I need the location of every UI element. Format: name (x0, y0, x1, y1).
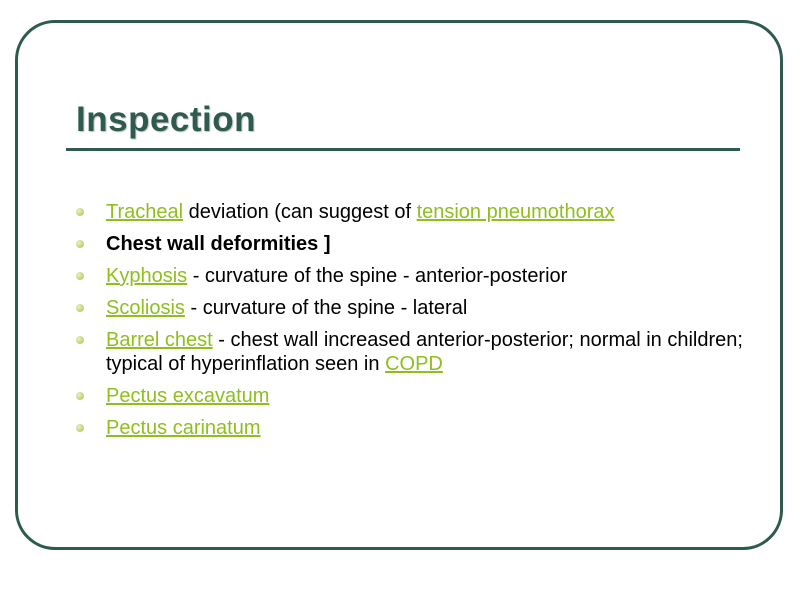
link-barrel-chest[interactable]: Barrel chest (106, 329, 213, 351)
link-kyphosis[interactable]: Kyphosis (106, 265, 188, 287)
bullet-text: - chest wall increased anterior-posterior; normal in children; typical of hyperinflation seen in (106, 329, 743, 375)
bullet-scoliosis (76, 296, 756, 320)
bullet-list (76, 200, 756, 448)
bullet-text: Chest wall deformities ] (106, 233, 331, 255)
green-dot-icon (76, 208, 84, 216)
link-pectus-excavatum[interactable]: Pectus excavatum (106, 385, 270, 407)
green-dot-icon (76, 304, 84, 312)
bullet-tracheal-deviation (76, 200, 756, 224)
green-dot-icon (76, 424, 84, 432)
link-tension-pneumothorax[interactable]: tension pneumothorax (416, 201, 615, 223)
bullet-pectus-carinatum (76, 416, 756, 440)
bullet-text: deviation (can suggest of (183, 201, 417, 223)
bullet-pectus-excavatum (76, 384, 756, 408)
link-scoliosis[interactable]: Scoliosis (106, 297, 185, 319)
green-dot-icon (76, 240, 84, 248)
slide-title: Inspection (76, 100, 257, 139)
green-dot-icon (76, 272, 84, 280)
link-pectus-carinatum[interactable]: Pectus carinatum (106, 417, 261, 439)
bullet-kyphosis (76, 264, 756, 288)
link-copd[interactable]: COPD (385, 353, 443, 375)
bullet-chest-wall-deformities (76, 232, 756, 256)
green-dot-icon (76, 336, 84, 344)
bullet-text: - curvature of the spine - lateral (184, 297, 468, 319)
link-tracheal[interactable]: Tracheal (106, 201, 184, 223)
bullet-text: - curvature of the spine - anterior-posterior (187, 265, 568, 287)
title-underline (66, 148, 740, 151)
bullet-barrel-chest (76, 328, 756, 376)
green-dot-icon (76, 392, 84, 400)
